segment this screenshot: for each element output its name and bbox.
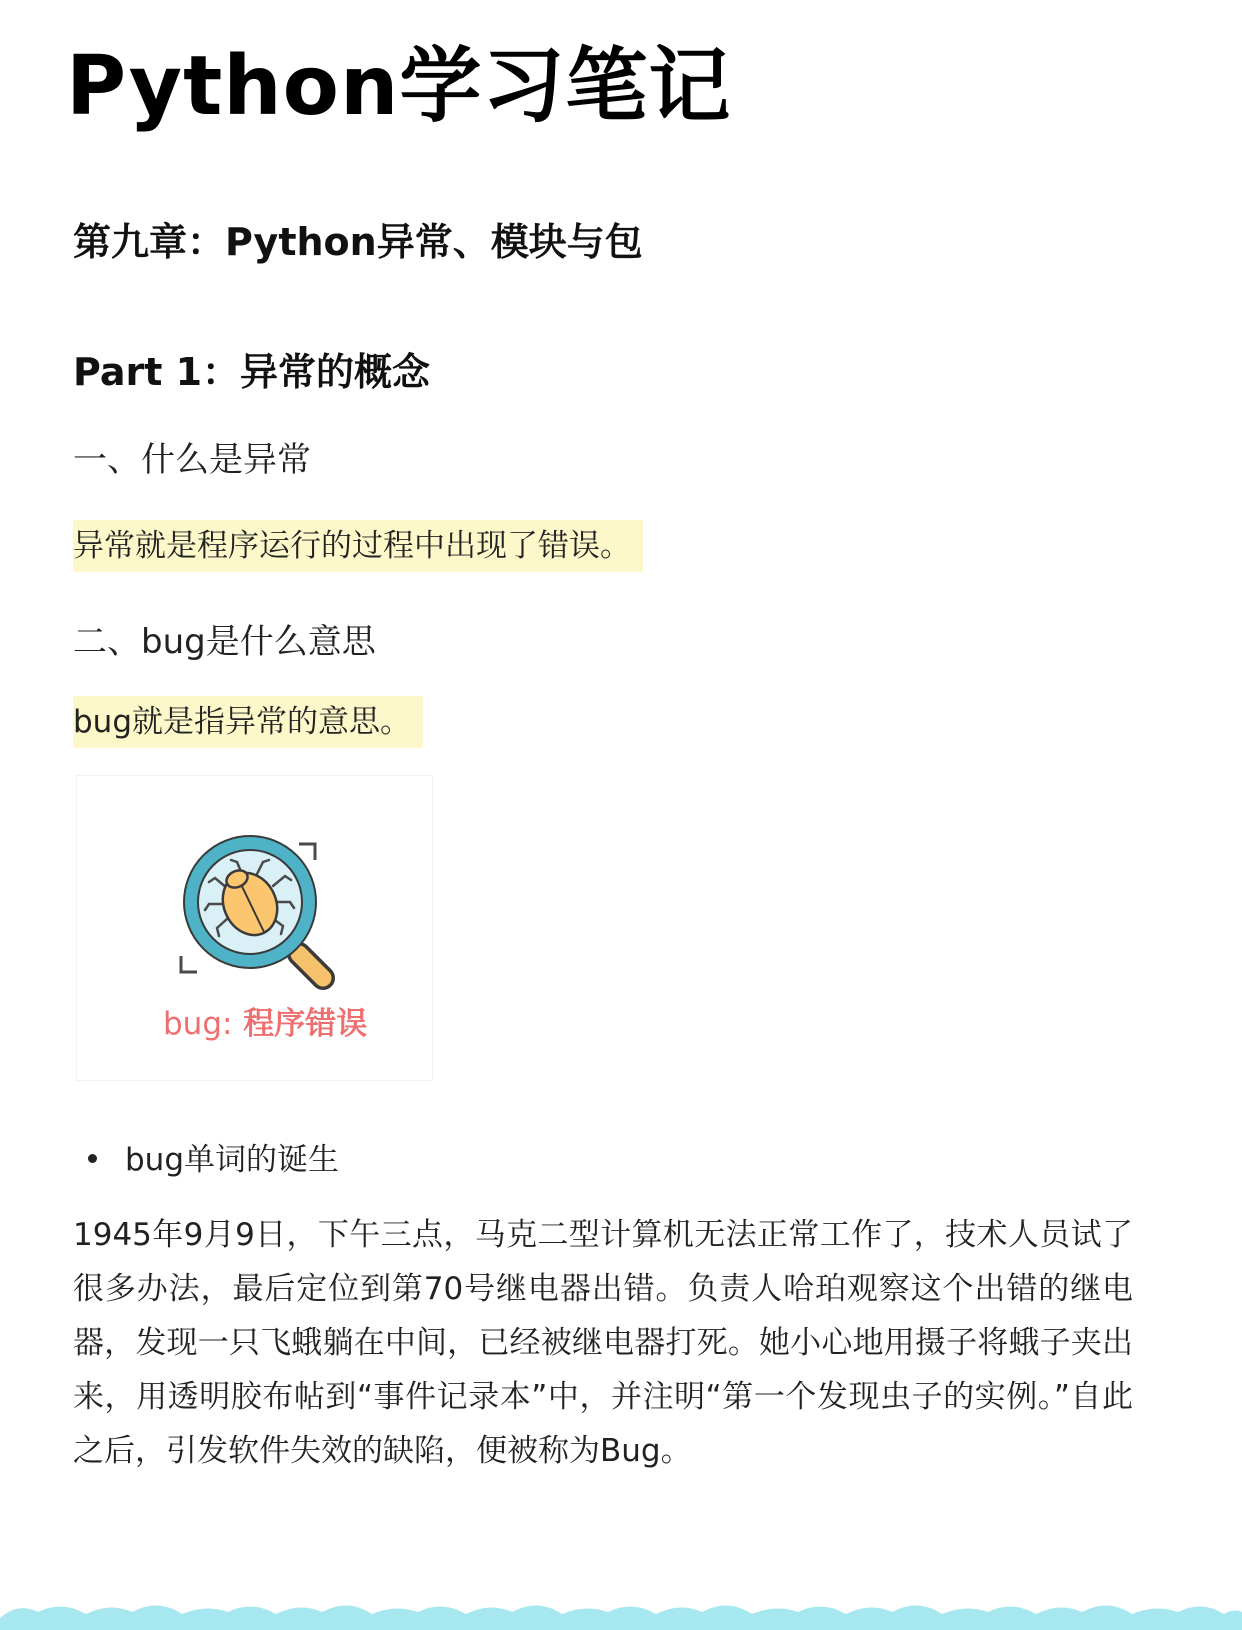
illustration-caption <box>163 998 367 1043</box>
highlighted-definition-bug: bug就是指异常的意思。 <box>73 696 423 748</box>
highlighted-definition-exception: 异常就是程序运行的过程中出现了错误。 <box>73 520 643 572</box>
bullet-text: bug单词的诞生 <box>125 1142 340 1178</box>
page-title: Python学习笔记 <box>66 39 732 134</box>
part-title: Part 1：异常的概念 <box>73 350 431 394</box>
bullet-icon <box>88 1154 97 1163</box>
caption-prefix: bug: <box>163 1006 233 1042</box>
wave-decoration <box>0 1596 1242 1630</box>
caption-text: 程序错误 <box>243 1006 368 1042</box>
bug-illustration <box>76 775 433 1081</box>
list-item <box>88 1136 339 1184</box>
chapter-title: 第九章：Python异常、模块与包 <box>73 220 643 264</box>
section-heading-what-is-exception: 一、什么是异常 <box>73 440 311 480</box>
section-heading-what-is-bug: 二、bug是什么意思 <box>73 622 376 662</box>
history-paragraph: 1945年9月9日，下午三点，马克二型计算机无法正常工作了，技术人员试了很多办法，最后定位到第70号继电器出错。负责人哈珀观察这个出错的继电器，发现一只飞蛾躺在中间，已经被继电器打死。她小心地用摄子将蛾子夹出来，用透明胶布帖到“事件记录本”中，并注明“第一个发现虫子的实例。”自此之后，引发软件失效的缺陷，便被称为Bug。 <box>73 1217 1133 1469</box>
